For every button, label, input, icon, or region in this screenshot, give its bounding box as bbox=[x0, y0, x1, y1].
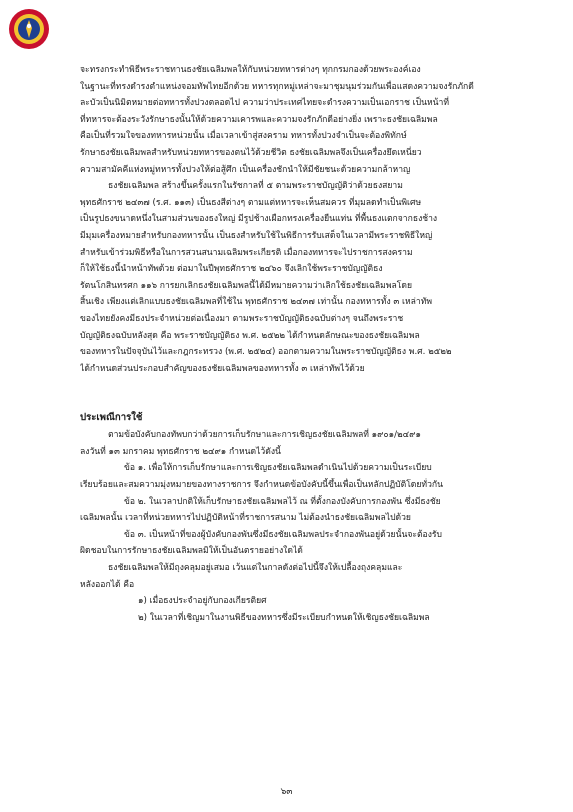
royal-emblem-logo bbox=[8, 8, 50, 50]
para2-line: เป็นรูปธงขนาดหนึ่งในสามส่วนของธงใหญ่ มีรูปช้างเผือกทรงเครื่องยืนแท่น ที่พื้นธงแตกจากธงช้าง bbox=[80, 214, 438, 225]
paragraph-cover-rule bbox=[80, 560, 500, 593]
page-number: ๖๓ bbox=[280, 787, 293, 797]
para2-line: พุทธศักราช ๒๔๓๗ (ร.ศ. ๑๑๓) เป็นธงสีต่างๆ ตามแต่ทหารจะเห็นสมควร ที่มุมลดทำเป็นพิเศษ bbox=[80, 197, 422, 208]
document-body bbox=[80, 62, 500, 626]
para2-line: ของทหารในปัจจุบันไว้และกฎกระทรวง (พ.ศ. ๒๕๒๔) ออกตามความในพระราชบัญญัติธง พ.ศ. ๒๕๒๒ bbox=[80, 347, 452, 358]
para2-line: รัตนโกสินทรศก ๑๑๖ การยกเลิกธงชัยเฉลิมพลนี้ได้มีหมายความว่าเลิกใช้ธงชัยเฉลิมพลโดย bbox=[80, 280, 413, 291]
para1-line: จะทรงกระทำพิธีพระราชทานธงชัยเฉลิมพลให้กับหน่วยทหารต่างๆ ทุกกรมกองด้วยพระองค์เอง bbox=[80, 65, 421, 75]
para2-line: บัญญัติธงฉบับหลังสุด คือ พระราชบัญญัติธง พ.ศ. ๒๕๒๒ ได้กำหนดลักษณะของธงชัยเฉลิมพล bbox=[80, 330, 420, 341]
para1-line: ในฐานะที่ทรงดำรงตำแหน่งจอมทัพไทยอีกด้วย ทหารทุกหมู่เหล่าจะมาชุมนุมร่วมกันเพื่อแสดงความจงรักภักดี bbox=[80, 81, 474, 92]
clause1-line: ข้อ ๑. เพื่อให้การเก็บรักษาและการเชิญธงชัยเฉลิมพลดำเนินไปด้วยความเป็นระเบียบ bbox=[124, 463, 432, 474]
paragraph-history bbox=[80, 178, 500, 377]
para3-line: ตามข้อบังคับกองทัพบกว่าด้วยการเก็บรักษาและการเชิญธงชัยเฉลิมพลที่ ๑๙๐๑/๒๔๙๑ bbox=[108, 430, 421, 441]
para4-line: หลังออกได้ คือ bbox=[80, 579, 135, 590]
para2-line: ธงชัยเฉลิมพล สร้างขึ้นครั้งแรกในรัชกาลที่ ๕ ตามพระราชบัญญัติว่าด้วยธงสยาม bbox=[108, 181, 403, 192]
clause2-line: ข้อ ๒. ในเวลาปกติให้เก็บรักษาธงชัยเฉลิมพลไว้ ณ ที่ตั้งกองบังคับการกองพัน ซึ่งมีธงชัย bbox=[124, 496, 441, 507]
clause-2 bbox=[80, 494, 500, 527]
clause3-line: ข้อ ๓. เป็นหน้าที่ของผู้บังคับกองพันซึ่งมีธงชัยเฉลิมพลประจำกองพันอยู่ด้วยนั้นจะต้องรับ bbox=[124, 529, 442, 540]
para1-line: ความสามัคคีแห่งหมู่ทหารทั้งปวงให้ต่อสู้ศึก เป็นเครื่องชักนำให้มีชัยชนะด้วยความกล้าหาญ bbox=[80, 164, 411, 175]
clause1-line: เรียบร้อยและสมความมุ่งหมายของทางราชการ จึงกำหนดข้อบังคับนี้ขึ้นเพื่อเป็นหลักปฏิบัติโดยทั่วกัน bbox=[80, 480, 443, 491]
para2-line: ก็ให้ใช้ธงนี้นำหน้าทัพด้วย ต่อมาในปีพุทธศักราช ๒๔๖๐ จึงเลิกใช้พระราชบัญญัติธง bbox=[80, 264, 383, 275]
list-line: ๑) เมื่อธงประจำอยู่กับกองเกียรติยศ bbox=[138, 596, 267, 607]
clause2-line: เฉลิมพลนั้น เวลาที่หน่วยทหารไปปฏิบัติหน้าที่ราชการสนาม ไม่ต้องนำธงชัยเฉลิมพลไปด้วย bbox=[80, 513, 411, 524]
exception-list bbox=[80, 593, 500, 626]
clause-1 bbox=[80, 460, 500, 493]
para2-line: มีมุมเครื่องหมายสำหรับกองทหารนั้น เป็นธงสำหรับใช้ในพิธีการรับเสด็จในเวลามีพระราชพิธีใหญ่ bbox=[80, 230, 433, 241]
clause3-line: ผิดชอบในการรักษาธงชัยเฉลิมพลมิให้เป็นอันตรายอย่างใดได้ bbox=[80, 546, 303, 557]
para2-line: สิ้นเชิง เพียงแต่เลิกแบบธงชัยเฉลิมพลที่ใช้ใน พุทธศักราช ๒๔๓๗ เท่านั้น กองทหารทั้ง ๓ เหล่าทัพ bbox=[80, 297, 433, 308]
list-line: ๒) ในเวลาที่เชิญมาในงานพิธีของทหารซึ่งมีระเบียบกำหนดให้เชิญธงชัยเฉลิมพล bbox=[138, 612, 430, 623]
para2-line: สำหรับเข้าร่วมพิธีหรือในการสวนสนามเฉลิมพระเกียรติ เมื่อกองทหารจะไปราชการสงคราม bbox=[80, 247, 413, 258]
para2-line: ได้กำหนดส่วนประกอบสำคัญของธงชัยเฉลิมพลของทหารทั้ง ๓ เหล่าทัพไว้ด้วย bbox=[80, 363, 365, 374]
para3-line: ลงวันที่ ๑๓ มกราคม พุทธศักราช ๒๔๙๑ กำหนดไว้ดังนี้ bbox=[80, 446, 281, 457]
section-heading: ประเพณีการใช้ bbox=[80, 412, 143, 424]
para1-line: ที่ทหารจะต้องระวังรักษาธงนั้นให้ด้วยความเคารพและความจงรักภักดีอย่างยิ่ง เพราะธงชัยเฉลิมพล bbox=[80, 114, 438, 125]
para1-line: รักษาธงชัยเฉลิมพลสำหรับหน่วยทหารของตนไว้ด้วยชีวิต ธงชัยเฉลิมพลจึงเป็นเครื่องยึดเหนี่ยว bbox=[80, 147, 422, 158]
clause-3 bbox=[80, 527, 500, 560]
para2-line: ของไทยยังคงมีธงประจำหน่วยต่อเนื่องมา ตามพระราชบัญญัติธงฉบับต่างๆ จนถึงพระราช bbox=[80, 313, 404, 324]
para4-line: ธงชัยเฉลิมพลให้มีถุงคลุมอยู่เสมอ เว้นแต่ในกาลดังต่อไปนี้จึงให้เปลื้องถุงคลุมและ bbox=[108, 563, 403, 574]
para1-line: คือเป็นที่รวมใจของทหารหน่วยนั้น เมื่อเวลาเข้าสู่สงคราม ทหารทั้งปวงจำเป็นจะต้องพิทักษ์ bbox=[80, 131, 407, 142]
para1-line: ละบัวเป็นนิมิตหมายต่อทหารทั้งปวงตลอดไป ความว่าประเทศไทยจะดำรงความเป็นเอกราช เป็นหน้าที่ bbox=[80, 98, 449, 109]
paragraph-regulation bbox=[80, 427, 500, 460]
paragraph-intro bbox=[80, 62, 500, 178]
